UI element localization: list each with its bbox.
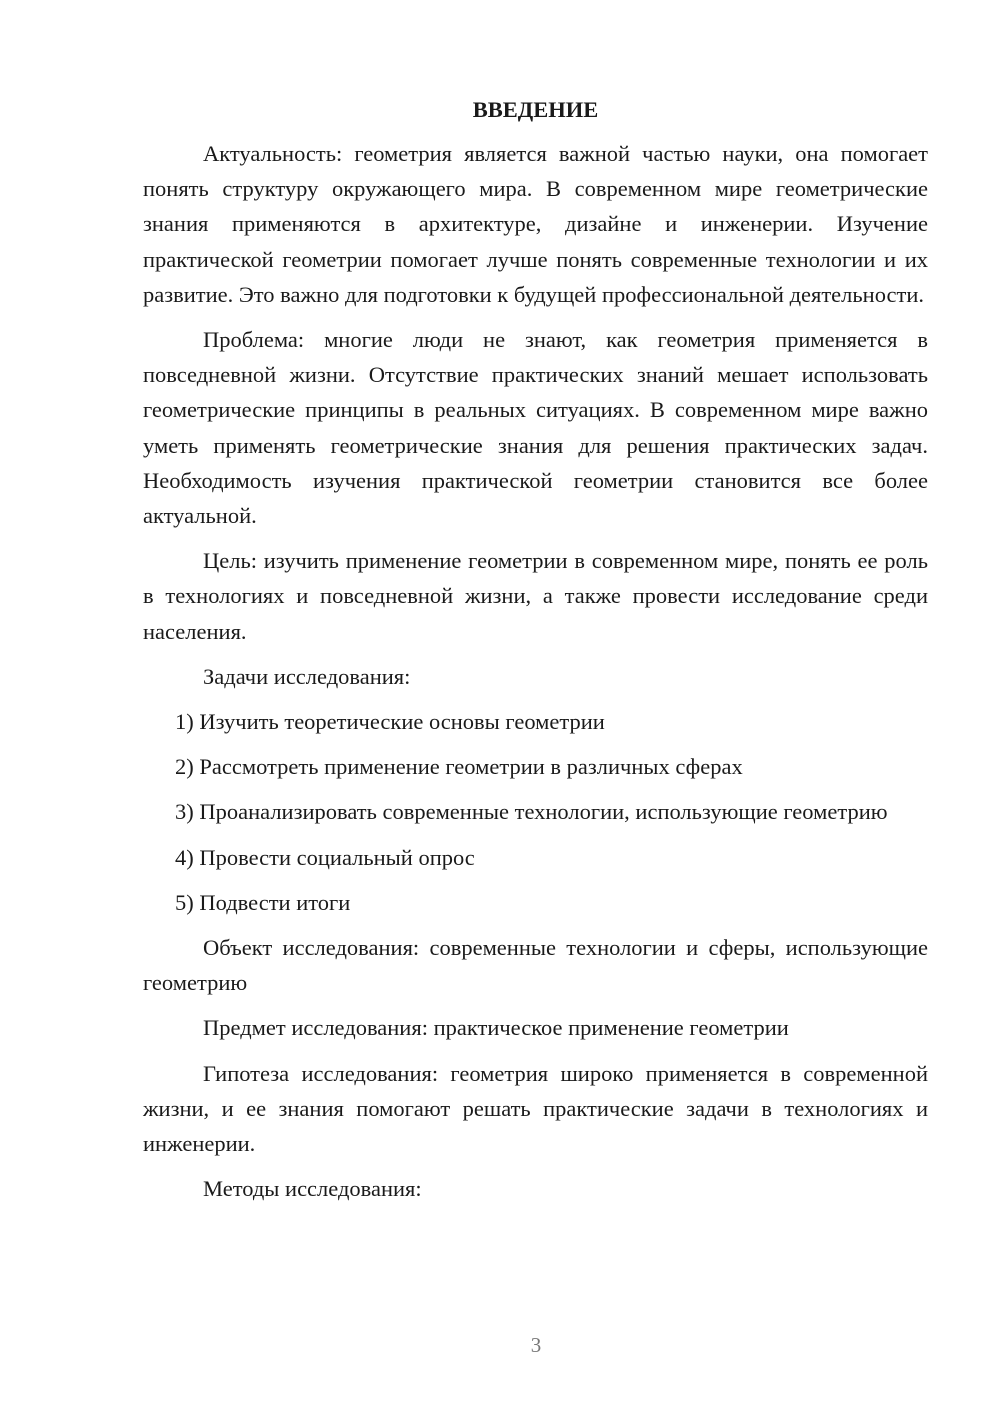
page-title: ВВЕДЕНИЕ — [472, 97, 599, 122]
hypothesis-paragraph: Гипотеза исследования: геометрия широко применяется в современной жизни, и ее знания помогают решать практические задачи в технологиях и инженерии. — [143, 1060, 928, 1157]
problem-paragraph: Проблема: многие люди не знают, как геометрия применяется в повседневной жизни. Отсутствие практических знаний мешает использовать геометрические принципы в реальных ситуациях. В современном мире важно уметь применять геометрические знания для решения практических задач. Необходимость изучения практической геометрии становится все более актуальной. — [143, 327, 928, 529]
tasks-heading: Задачи исследования: — [203, 663, 411, 689]
subject-paragraph: Предмет исследования: практическое применение геометрии — [203, 1015, 789, 1041]
task-item-3: 3) Проанализировать современные технологии, использующие геометрию — [175, 799, 888, 825]
task-item-1: 1) Изучить теоретические основы геометрии — [175, 709, 605, 735]
relevance-paragraph: Актуальность: геометрия является важной частью науки, она помогает понять структуру окружающего мира. В современном мире геометрические знания применяются в архитектуре, дизайне и инженерии. Изучение практической геометрии помогает лучше понять современные технологии и их развитие. Это важно для подготовки к будущей профессиональной деятельности. — [143, 141, 928, 307]
page-number: 3 — [530, 1333, 542, 1357]
task-item-5: 5) Подвести итоги — [175, 889, 351, 915]
document-page — [143, 92, 928, 1216]
tasks-list — [143, 704, 928, 920]
methods-heading: Методы исследования: — [203, 1176, 422, 1202]
task-item-4: 4) Провести социальный опрос — [175, 844, 475, 870]
object-paragraph: Объект исследования: современные технологии и сферы, использующие геометрию — [143, 935, 928, 996]
goal-paragraph: Цель: изучить применение геометрии в современном мире, понять ее роль в технологиях и повседневной жизни, а также провести исследование среди населения. — [143, 548, 928, 644]
task-item-2: 2) Рассмотреть применение геометрии в различных сферах — [175, 754, 743, 780]
